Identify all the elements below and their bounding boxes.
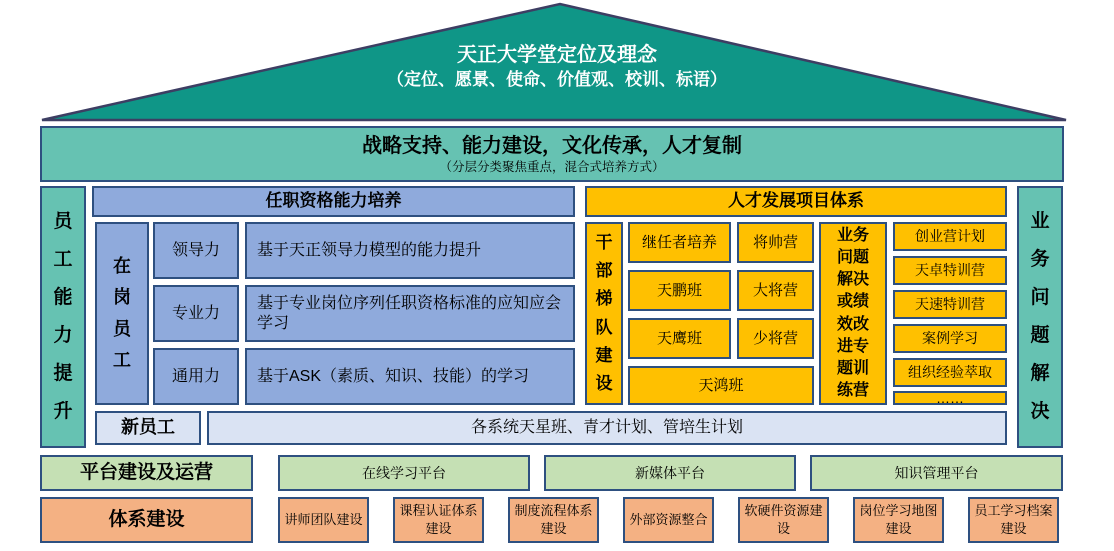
- employee-capability-label: 员工能力提升: [53, 211, 73, 422]
- onjob-employee-label: 在岗员工: [113, 255, 131, 370]
- online-learning-platform-box: 在线学习平台: [278, 455, 530, 491]
- shaojiang-camp-box: 少将营: [737, 318, 814, 359]
- biz-problem-training-box: [819, 222, 887, 405]
- professional-desc: 基于专业岗位序列任职资格标准的应知应会学习: [245, 285, 575, 342]
- new-employee-programs: 各系统天星班、青才计划、管培生计划: [207, 411, 1007, 445]
- roof-subtitle: （定位、愿景、使命、价值观、校训、标语）: [387, 70, 727, 89]
- learning-map-box: 岗位学习地图建设: [853, 497, 944, 543]
- tianzhuo-camp-box: 天卓特训营: [893, 256, 1007, 285]
- hardware-software-box: 软硬件资源建设: [738, 497, 829, 543]
- successor-training-box: 继任者培养: [628, 222, 731, 263]
- talent-section-header: 人才发展项目体系: [585, 186, 1007, 217]
- leadership-label: 领导力: [153, 222, 239, 279]
- tianpeng-class-box: 天鹏班: [628, 270, 731, 311]
- more-items-box: ……: [893, 391, 1007, 405]
- trainer-team-box: 讲师团队建设: [278, 497, 369, 543]
- jiangshuai-camp-box: 将帅营: [737, 222, 814, 263]
- system-row-header: 体系建设: [40, 497, 253, 543]
- general-label: 通用力: [153, 348, 239, 405]
- new-media-platform-box: 新媒体平台: [544, 455, 796, 491]
- tiansu-camp-box: 天速特训营: [893, 290, 1007, 319]
- leadership-desc: 基于天正领导力模型的能力提升: [245, 222, 575, 279]
- onjob-employee-box: [95, 222, 149, 405]
- cadre-ladder-box: [585, 222, 623, 405]
- roof-title: 天正大学堂定位及理念: [457, 44, 657, 66]
- tianhong-class-box: 天鸿班: [628, 366, 814, 405]
- external-resources-box: 外部资源整合: [623, 497, 714, 543]
- tianying-class-box: 天鹰班: [628, 318, 731, 359]
- roof-text: [157, 42, 957, 92]
- general-desc: 基于ASK（素质、知识、技能）的学习: [245, 348, 575, 405]
- course-certification-box: 课程认证体系建设: [393, 497, 484, 543]
- biz-problem-training-label: 业务问题解决或绩效改进专题训练营: [837, 227, 870, 399]
- strategy-band-subtitle: （分层分类聚焦重点，混合式培养方式）: [439, 159, 665, 174]
- org-experience-box: 组织经验萃取: [893, 358, 1007, 387]
- process-system-box: 制度流程体系建设: [508, 497, 599, 543]
- new-employee-label: 新员工: [95, 411, 201, 445]
- business-problem-bar: [1017, 186, 1063, 448]
- professional-label: 专业力: [153, 285, 239, 342]
- strategy-band-title: 战略支持、能力建设，文化传承，人才复制: [362, 134, 742, 157]
- strategy-band: [40, 126, 1064, 182]
- learning-archive-box: 员工学习档案建设: [968, 497, 1059, 543]
- knowledge-mgmt-platform-box: 知识管理平台: [810, 455, 1063, 491]
- strategy-band-text: [42, 133, 1062, 175]
- case-study-box: 案例学习: [893, 324, 1007, 353]
- dajiang-camp-box: 大将营: [737, 270, 814, 311]
- startup-camp-box: 创业营计划: [893, 222, 1007, 251]
- qualification-section-header: 任职资格能力培养: [92, 186, 575, 217]
- cadre-ladder-label: 干部梯队建设: [595, 232, 613, 393]
- employee-capability-bar: [40, 186, 86, 448]
- business-problem-label: 业务问题解决: [1030, 211, 1050, 422]
- platform-row-header: 平台建设及运营: [40, 455, 253, 491]
